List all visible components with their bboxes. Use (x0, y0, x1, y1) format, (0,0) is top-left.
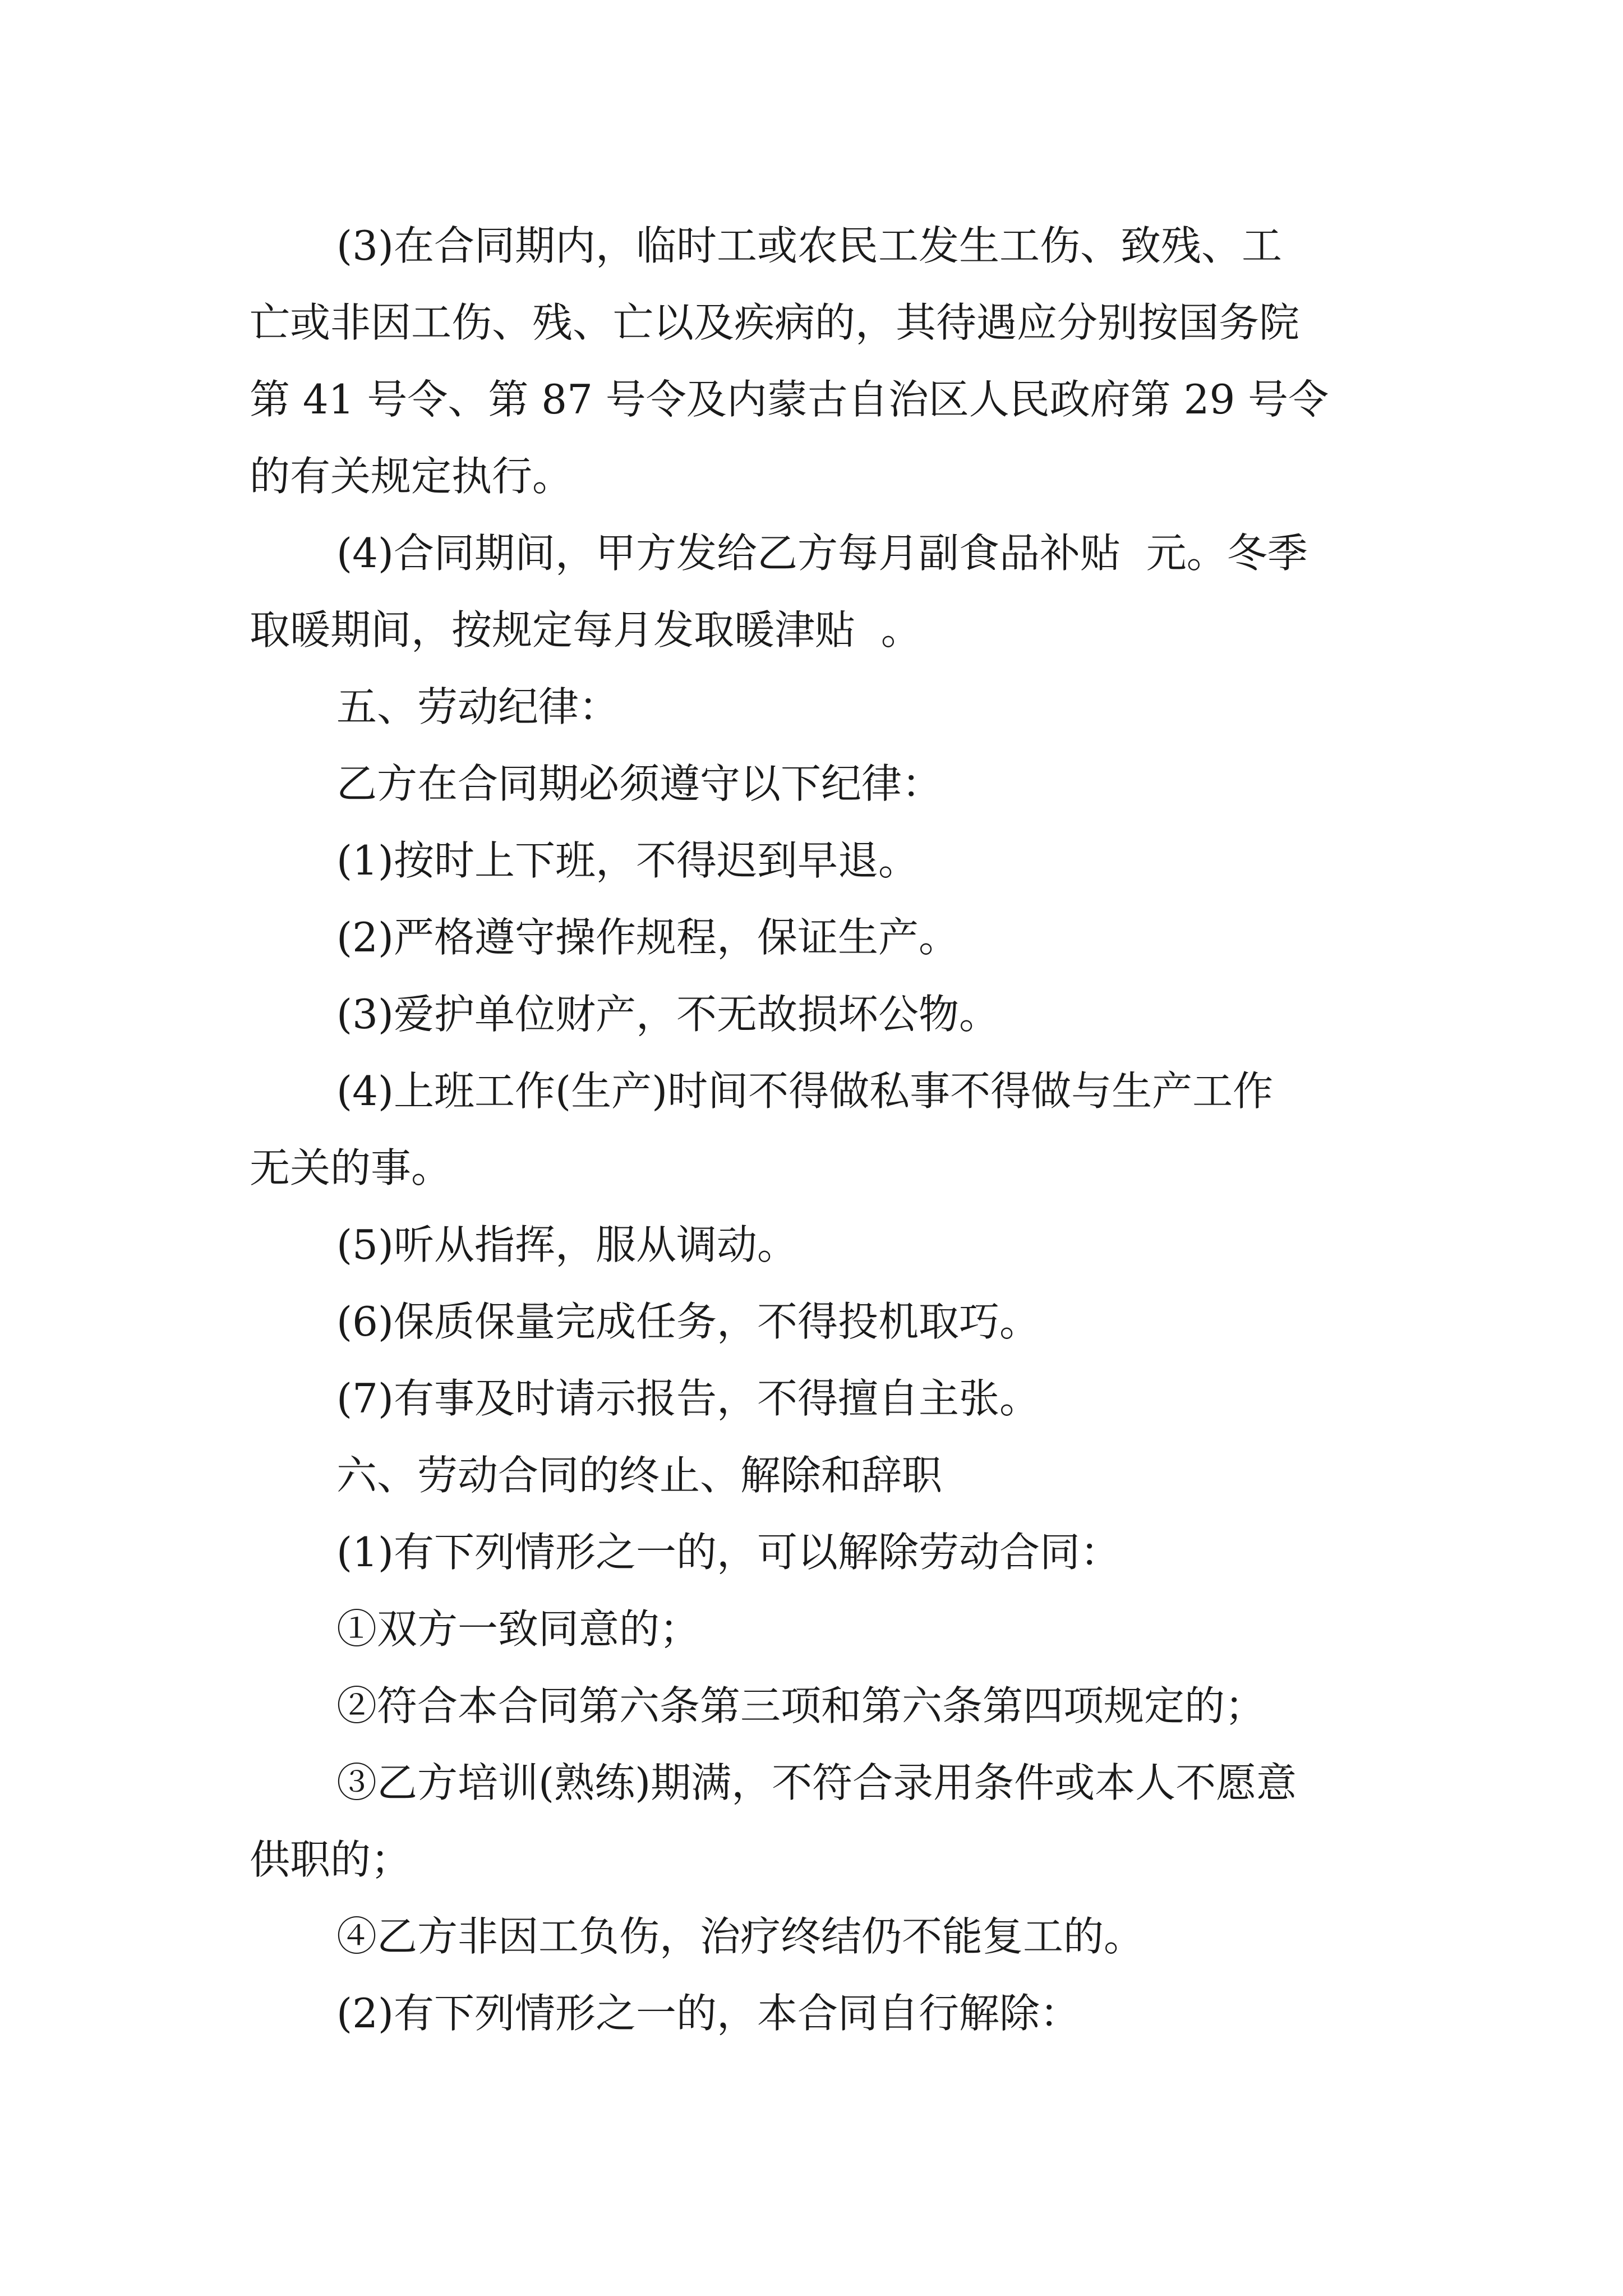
list-item: (6)保质保量完成任务，不得投机取巧。 (336, 1298, 1040, 1345)
paragraph-line: (4)合同期间，甲方发给乙方每月副食品补贴 元。冬季 (336, 530, 1308, 577)
paragraph-line: 供职的； (250, 1836, 412, 1883)
section-heading: 五、劳动纪律： (336, 683, 620, 730)
list-item: (7)有事及时请示报告，不得擅自主张。 (336, 1375, 1040, 1422)
list-item: ①双方一致同意的； (336, 1605, 700, 1653)
list-item: ②符合本合同第六条第三项和第六条第四项规定的； (336, 1682, 1266, 1729)
paragraph-line: (3)在合同期内，临时工或农民工发生工伤、致残、工 (336, 222, 1282, 269)
paragraph-line: 第 41 号令、第 87 号令及内蒙古自治区人民政府第 29 号令 (250, 376, 1329, 423)
paragraph-line: 的有关规定执行。 (250, 453, 573, 500)
list-item: ③乙方培训(熟练)期满，不符合录用条件或本人不愿意 (336, 1759, 1297, 1806)
paragraph-line: 乙方在合同期必须遵守以下纪律： (336, 760, 943, 807)
paragraph-line: 无关的事。 (250, 1144, 452, 1191)
paragraph-line: 取暖期间，按规定每月发取暖津贴 。 (250, 606, 921, 654)
list-item: (1)有下列情形之一的，可以解除劳动合同： (336, 1529, 1121, 1576)
list-item: ④乙方非因工负伤，治疗终结仍不能复工的。 (336, 1913, 1145, 1960)
list-item: (5)听从指挥，服从调动。 (336, 1221, 797, 1268)
list-item: (3)爱护单位财产，不无故损坏公物。 (336, 991, 999, 1038)
list-item: (2)有下列情形之一的，本合同自行解除： (336, 1990, 1080, 2037)
section-heading: 六、劳动合同的终止、解除和辞职 (336, 1452, 943, 1499)
list-item: (1)按时上下班，不得迟到早退。 (336, 837, 919, 884)
list-item: (2)严格遵守操作规程，保证生产。 (336, 914, 959, 961)
list-item: (4)上班工作(生产)时间不得做私事不得做与生产工作 (336, 1068, 1274, 1115)
paragraph-line: 亡或非因工伤、残、亡以及疾病的，其待遇应分别按国务院 (250, 299, 1300, 346)
